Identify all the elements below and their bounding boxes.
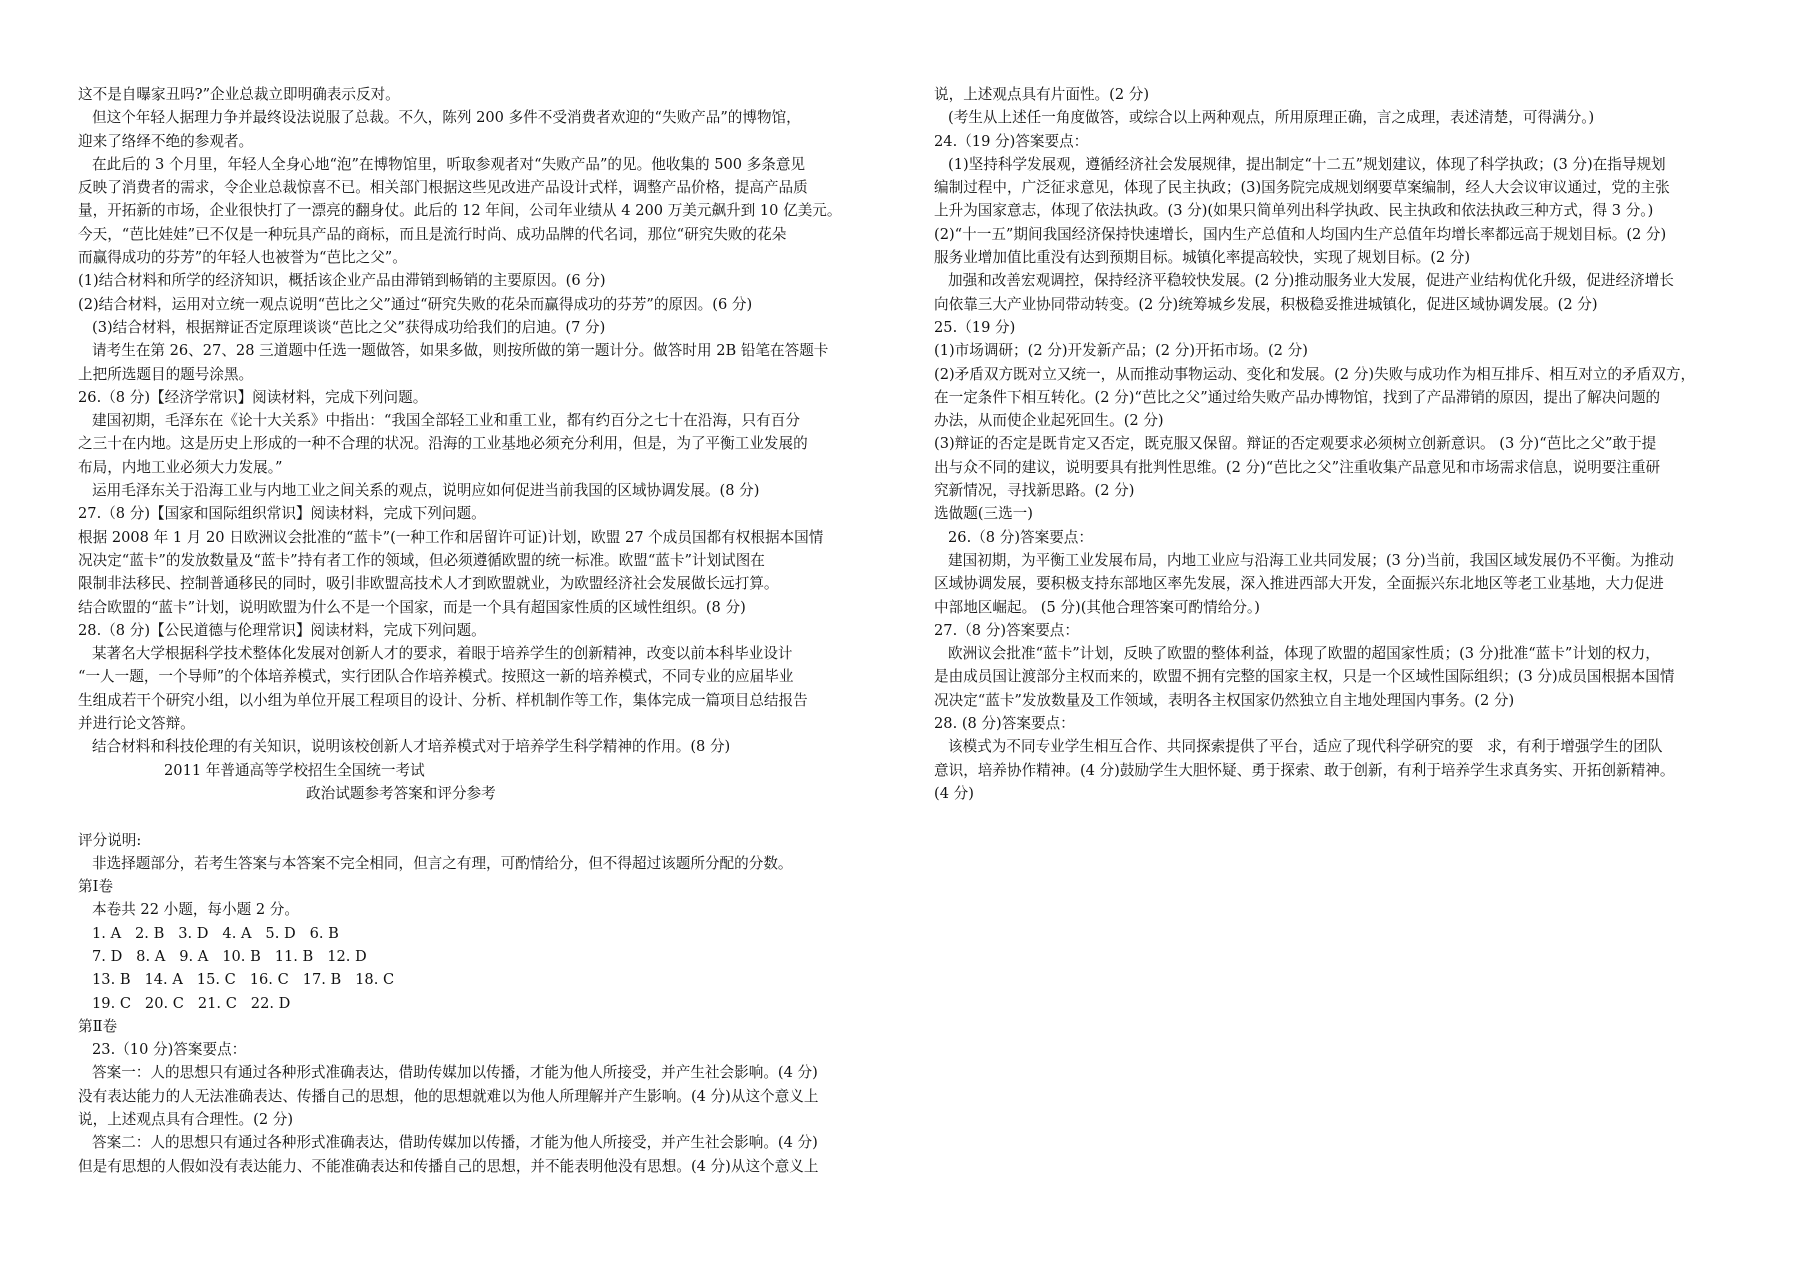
- left-column: [78, 83, 906, 1178]
- text-line: 究新情况，寻找新思路。(2 分): [934, 482, 1135, 500]
- text-line: 在一定条件下相互转化。(2 分)“芭比之父”通过给失败产品办博物馆，找到了产品滞销的原因，提出了解决问题的: [934, 388, 1661, 406]
- text-line: 反映了消费者的需求，令企业总裁惊喜不已。相关部门根据这些见改进产品设计式样，调整产品价格，提高产品质: [78, 179, 808, 197]
- text-line: 上升为国家意志，体现了依法执政。(3 分)(如果只简单列出科学执政、民主执政和依法执政三种方式，得 3 分。): [934, 202, 1654, 220]
- text-line: 本卷共 22 小题，每小题 2 分。: [92, 901, 299, 919]
- text-line: “一人一题，一个导师”的个体培养模式，实行团队合作培养模式。按照这一新的培养模式，不同专业的应届毕业: [78, 668, 794, 686]
- text-line: (3)结合材料，根据辩证否定原理谈谈“芭比之父”获得成功给我们的启迪。(7 分): [92, 318, 606, 336]
- text-line: 这不是自曝家丑吗?”企业总裁立即明确表示反对。: [78, 86, 400, 103]
- text-line: 运用毛泽东关于沿海工业与内地工业之间关系的观点，说明应如何促进当前我国的区域协调发展。(8 分): [92, 482, 760, 500]
- text-line: 布局，内地工业必须大力发展。”: [78, 458, 283, 476]
- text-line: 建国初期，为平衡工业发展布局，内地工业应与沿海工业共同发展；(3 分)当前，我国区域发展仍不平衡。为推动: [948, 551, 1674, 569]
- text-line: 欧洲议会批准“蓝卡”计划，反映了欧盟的整体利益，体现了欧盟的超国家性质；(3 分)批准“蓝卡”计划的权力，: [948, 645, 1660, 663]
- text-line: 之三十在内地。这是历史上形成的一种不合理的状况。沿海的工业基地必须充分利用，但是，为了平衡工业发展的: [78, 435, 808, 453]
- text-line: (2)“十一五”期间我国经济保持快速增长，国内生产总值和人均国内生产总值年均增长率都远高于规划目标。(2 分): [934, 225, 1667, 243]
- text-line: 况决定“蓝卡”的发放数量及“蓝卡”持有者工作的领域，但必须遵循欧盟的统一标准。欧盟“蓝卡”计划试图在: [78, 551, 765, 569]
- text-line: (2)结合材料，运用对立统一观点说明“芭比之父”通过“研究失败的花朵而赢得成功的芬芳”的原因。(6 分): [78, 295, 753, 313]
- text-line: 限制非法移民、控制普通移民的同时，吸引非欧盟高技术人才到欧盟就业，为欧盟经济社会发展做长远打算。: [78, 575, 779, 593]
- text-line: 今天，“芭比娃娃”已不仅是一种玩具产品的商标，而且是流行时尚、成功品牌的代名词，那位“研究失败的花朵: [78, 225, 787, 243]
- text-line: 生组成若干个研究小组，以小组为单位开展工程项目的设计、分析、样机制作等工作，集体完成一篇项目总结报告: [78, 691, 808, 709]
- text-line: 28. (8 分)答案要点：: [934, 715, 1075, 733]
- text-line: 是由成员国让渡部分主权而来的，欧盟不拥有完整的国家主权，只是一个区域性国际组织；(3 分)成员国根据本国情: [934, 668, 1675, 686]
- text-line: 区域协调发展，要积极支持东部地区率先发展，深入推进西部大开发，全面振兴东北地区等老工业基地，大力促进: [934, 575, 1664, 593]
- text-line: 中部地区崛起。 (5 分)(其他合理答案可酌情给分。): [934, 598, 1260, 616]
- text-line: 出与众不同的建议，说明要具有批判性思维。(2 分)“芭比之父”注重收集产品意见和市场需求信息，说明要注重研: [934, 458, 1661, 476]
- text-line: (1)结合材料和所学的经济知识，概括该企业产品由滞销到畅销的主要原因。(6 分): [78, 272, 606, 290]
- text-line: 第Ⅱ卷: [78, 1017, 118, 1035]
- text-line: 并进行论文答辩。: [78, 715, 195, 733]
- text-line: 26.（8 分)【经济学常识】阅读材料，完成下列问题。: [78, 388, 428, 406]
- text-line: 非选择题部分，若考生答案与本答案不完全相同，但言之有理，可酌情给分，但不得超过该题所分配的分数。: [92, 854, 793, 872]
- text-line: 建国初期，毛泽东在《论十大关系》中指出：“我国全部轻工业和重工业，都有约百分之七十在沿海，只有百分: [92, 412, 800, 430]
- text-line: 27.（8 分)答案要点：: [934, 621, 1079, 639]
- text-line: 7. D 8. A 9. A 10. B 11. B 12. D: [92, 947, 367, 965]
- text-line: 量，开拓新的市场，企业很快打了一漂亮的翻身仗。此后的 12 年间，公司年业绩从 4 200 万美元飙升到 10 亿美元。: [78, 202, 842, 220]
- text-line: 编制过程中，广泛征求意见，体现了民主执政；(3)国务院完成规划纲要草案编制，经人大会议审议通过，党的主张: [934, 179, 1670, 197]
- text-line: 28.（8 分)【公民道德与伦理常识】阅读材料，完成下列问题。: [78, 621, 486, 639]
- text-line: 26.（8 分)答案要点：: [948, 528, 1093, 546]
- text-line: 加强和改善宏观调控，保持经济平稳较快发展。(2 分)推动服务业大发展，促进产业结构优化升级，促进经济增长: [948, 272, 1674, 290]
- text-line: 27.（8 分)【国家和国际组织常识】阅读材料，完成下列问题。: [78, 505, 486, 523]
- text-line: (3)辩证的否定是既肯定又否定，既克服又保留。辩证的否定观要求必须树立创新意识。 (3 分)“芭比之父”敢于提: [934, 435, 1657, 453]
- text-line: 说，上述观点具有合理性。(2 分): [78, 1111, 294, 1129]
- text-line: 但这个年轻人据理力争并最终设法说服了总裁。不久，陈列 200 多件不受消费者欢迎的“失败产品”的博物馆，: [92, 109, 801, 127]
- text-line: 办法，从而使企业起死回生。(2 分): [934, 412, 1164, 430]
- text-line: 请考生在第 26、27、28 三道题中任选一题做答，如果多做，则按所做的第一题计分。做答时用 2B 铅笔在答题卡: [92, 342, 829, 360]
- text-line: 结合材料和科技伦理的有关知识，说明该校创新人才培养模式对于培养学生科学精神的作用。(8 分): [92, 738, 731, 756]
- text-line: 第Ⅰ卷: [78, 878, 113, 896]
- text-line: 说，上述观点具有片面性。(2 分): [934, 86, 1150, 103]
- text-line: 况决定“蓝卡”发放数量及工作领域，表明各主权国家仍然独立自主地处理国内事务。(2 分): [934, 691, 1515, 709]
- text-line: 政治试题参考答案和评分参考: [306, 784, 496, 802]
- text-line: (1)坚持科学发展观，遵循经济社会发展规律，提出制定“十二五”规划建议，体现了科学执政；(3 分)在指导规划: [948, 155, 1666, 173]
- text-line: 24.（19 分)答案要点：: [934, 132, 1089, 150]
- text-line: 迎来了络绎不绝的参观者。: [78, 132, 254, 150]
- text-line: 2011 年普通高等学校招生全国统一考试: [164, 761, 425, 779]
- text-line: 13. B 14. A 15. C 16. C 17. B 18. C: [92, 971, 395, 989]
- text-line: (4 分): [934, 784, 974, 802]
- text-line: 而赢得成功的芬芳”的年轻人也被誉为“芭比之父”。: [78, 249, 407, 267]
- text-line: 但是有思想的人假如没有表达能力、不能准确表达和传播自己的思想，并不能表明他没有思想。(4 分)从这个意义上: [78, 1157, 819, 1175]
- text-line: 选做题(三选一): [934, 505, 1033, 523]
- text-line: 1. A 2. B 3. D 4. A 5. D 6. B: [92, 924, 339, 942]
- text-line: 23.（10 分)答案要点：: [92, 1041, 247, 1059]
- text-line: 向依靠三大产业协同带动转变。(2 分)统筹城乡发展，积极稳妥推进城镇化，促进区域协调发展。(2 分): [934, 295, 1598, 313]
- text-line: 意识，培养协作精神。(4 分)鼓励学生大胆怀疑、勇于探索、敢于创新，有利于培养学生求真务实、开拓创新精神。: [934, 761, 1675, 779]
- right-column: [934, 83, 1760, 805]
- text-line: 根据 2008 年 1 月 20 日欧洲议会批准的“蓝卡”(一种工作和居留许可证)计划，欧盟 27 个成员国都有权根据本国情: [78, 528, 824, 546]
- text-line: 结合欧盟的“蓝卡”计划，说明欧盟为什么不是一个国家，而是一个具有超国家性质的区域性组织。(8 分): [78, 598, 746, 616]
- text-line: 没有表达能力的人无法准确表达、传播自己的思想，他的思想就难以为他人所理解并产生影响。(4 分)从这个意义上: [78, 1087, 819, 1105]
- text-line: 答案一：人的思想只有通过各种形式准确表达，借助传媒加以传播，才能为他人所接受，并产生社会影响。(4 分): [92, 1064, 818, 1082]
- text-line: 服务业增加值比重没有达到预期目标。城镇化率提高较快，实现了规划目标。(2 分): [934, 249, 1471, 267]
- text-line: 该模式为不同专业学生相互合作、共同探索提供了平台，适应了现代科学研究的要 求，有利于增强学生的团队: [948, 738, 1663, 756]
- text-line: [78, 805, 906, 828]
- text-line: 19. C 20. C 21. C 22. D: [92, 994, 291, 1012]
- text-line: 评分说明:: [78, 831, 142, 849]
- text-line: 答案二：人的思想只有通过各种形式准确表达，借助传媒加以传播，才能为他人所接受，并产生社会影响。(4 分): [92, 1134, 818, 1152]
- text-line: 上把所选题目的题号涂黑。: [78, 365, 254, 383]
- text-line: (考生从上述任一角度做答，或综合以上两种观点，所用原理正确，言之成理，表述清楚，可得满分。): [948, 109, 1595, 127]
- text-line: 在此后的 3 个月里，年轻人全身心地“泡”在博物馆里，听取参观者对“失败产品”的见。他收集的 500 多条意见: [92, 155, 806, 173]
- text-line: 25.（19 分): [934, 318, 1016, 336]
- text-line: (2)矛盾双方既对立又统一，从而推动事物运动、变化和发展。(2 分)失败与成功作为相互排斥、相互对立的矛盾双方，: [934, 365, 1696, 383]
- text-line: 某著名大学根据科学技术整体化发展对创新人才的要求，着眼于培养学生的创新精神，改变以前本科毕业设计: [92, 645, 793, 663]
- text-line: (1)市场调研；(2 分)开发新产品；(2 分)开拓市场。(2 分): [934, 342, 1308, 360]
